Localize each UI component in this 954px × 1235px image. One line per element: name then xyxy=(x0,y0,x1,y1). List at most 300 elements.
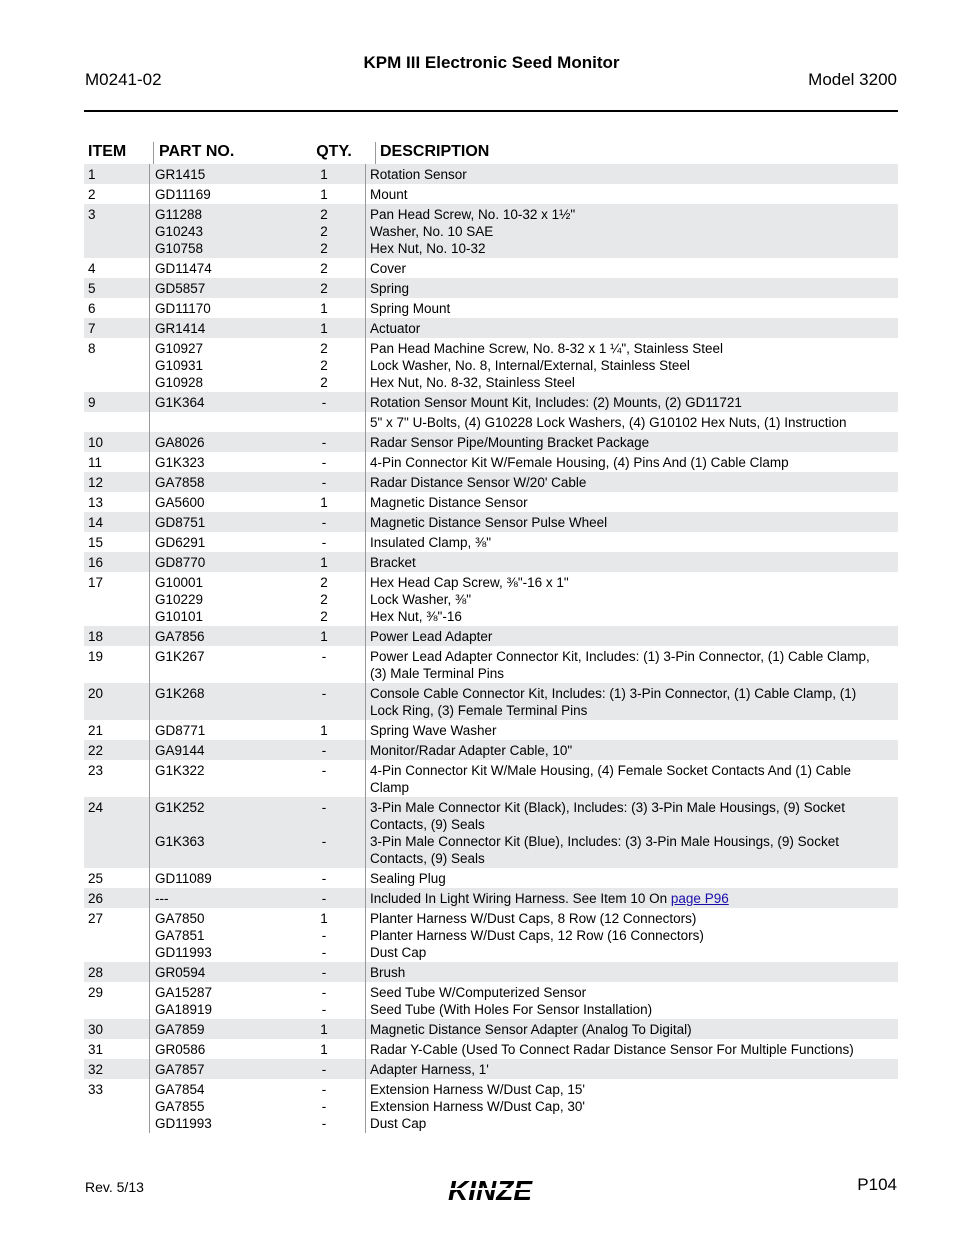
table-row xyxy=(84,982,898,1019)
quantity-cell xyxy=(283,552,365,572)
quantity: - xyxy=(321,834,327,849)
description: Rotation Sensor Mount Kit, Includes: (2) Mounts, (2) GD11721 xyxy=(370,395,742,410)
table-body xyxy=(84,164,898,1133)
description-cell xyxy=(365,626,898,646)
description: Rotation Sensor xyxy=(370,167,467,182)
description: Console Cable Connector Kit, Includes: (1) 3-Pin Connector, (1) Cable Clamp, (1) xyxy=(370,686,857,701)
kinze-logo xyxy=(430,1175,550,1205)
part-number: G10758 xyxy=(155,241,204,256)
table-row xyxy=(84,646,898,683)
part-number-cell xyxy=(149,204,283,258)
table-row xyxy=(84,318,898,338)
part-number-cell xyxy=(149,572,283,626)
column-header-qty: QTY. xyxy=(316,143,352,160)
quantity-cell xyxy=(283,908,365,962)
part-number-cell xyxy=(149,1059,283,1079)
part-number-cell xyxy=(149,432,283,452)
description-cell xyxy=(365,472,898,492)
header-divider xyxy=(84,110,898,112)
quantity: - xyxy=(321,686,327,701)
table-row xyxy=(84,392,898,412)
quantity-cell xyxy=(283,318,365,338)
item-number: 12 xyxy=(88,475,104,490)
description: Extension Harness W/Dust Cap, 15' xyxy=(370,1082,585,1097)
table-row xyxy=(84,760,898,797)
item-number: 13 xyxy=(88,495,104,510)
description: Contacts, (9) Seals xyxy=(370,817,485,832)
description: Mount xyxy=(370,187,408,202)
quantity-cell xyxy=(283,392,365,412)
item-number: 16 xyxy=(88,555,104,570)
quantity: - xyxy=(321,1116,327,1131)
quantity-cell xyxy=(283,164,365,184)
description-cell xyxy=(365,184,898,204)
part-number: GA7850 xyxy=(155,911,205,926)
quantity: 2 xyxy=(320,592,328,607)
item-number: 29 xyxy=(88,985,104,1000)
part-number: GD11993 xyxy=(155,945,212,960)
logo-text: KINZE xyxy=(448,1175,532,1205)
quantity: 2 xyxy=(320,241,328,256)
part-number: G1K267 xyxy=(155,649,205,664)
table-row xyxy=(84,472,898,492)
description: Hex Nut, ⅜"-16 xyxy=(370,609,462,624)
item-number: 11 xyxy=(88,455,103,470)
description-cell xyxy=(365,164,898,184)
description-cell xyxy=(365,888,898,908)
description: Magnetic Distance Sensor Adapter (Analog To Digital) xyxy=(370,1022,692,1037)
document-number: M0241-02 xyxy=(85,70,162,89)
quantity: - xyxy=(321,455,327,470)
part-number: GA9144 xyxy=(155,743,205,758)
part-number: GD8771 xyxy=(155,723,206,738)
quantity: 2 xyxy=(320,375,328,390)
quantity-cell xyxy=(283,646,365,683)
description: 3-Pin Male Connector Kit (Black), Includes: (3) 3-Pin Male Housings, (9) Socket xyxy=(370,800,845,815)
quantity: 1 xyxy=(320,321,328,336)
part-number-cell xyxy=(149,626,283,646)
quantity-cell xyxy=(283,338,365,392)
part-number xyxy=(155,850,283,867)
quantity-cell xyxy=(283,432,365,452)
quantity-cell xyxy=(283,1079,365,1133)
quantity: - xyxy=(321,1002,327,1017)
quantity-cell xyxy=(283,1059,365,1079)
description: Washer, No. 10 SAE xyxy=(370,224,494,239)
part-number: GA8026 xyxy=(155,435,205,450)
quantity-cell xyxy=(283,298,365,318)
part-number: GA18919 xyxy=(155,1002,213,1017)
description-cell xyxy=(365,720,898,740)
description: Extension Harness W/Dust Cap, 30' xyxy=(370,1099,585,1114)
table-row xyxy=(84,452,898,472)
quantity-cell xyxy=(283,982,365,1019)
description-cell xyxy=(365,683,898,720)
quantity: 2 xyxy=(320,341,328,356)
description-cell xyxy=(365,740,898,760)
table-row xyxy=(84,962,898,982)
quantity-cell xyxy=(283,740,365,760)
part-number: GD11169 xyxy=(155,187,211,202)
quantity xyxy=(283,850,365,867)
description-cell xyxy=(365,298,898,318)
part-number: GA7854 xyxy=(155,1082,205,1097)
quantity-cell xyxy=(283,1039,365,1059)
quantity: - xyxy=(321,928,327,943)
item-number: 25 xyxy=(88,871,104,886)
part-number: GR1415 xyxy=(155,167,206,182)
description: Sealing Plug xyxy=(370,871,446,886)
part-number-cell xyxy=(149,258,283,278)
description: (3) Male Terminal Pins xyxy=(370,666,505,681)
description: Lock Washer, No. 8, Internal/External, Stainless Steel xyxy=(370,358,690,373)
part-number: GD8770 xyxy=(155,555,206,570)
description-cell xyxy=(365,646,898,683)
part-number-cell xyxy=(149,412,283,432)
quantity-cell xyxy=(283,760,365,797)
description: Planter Harness W/Dust Caps, 8 Row (12 Connectors) xyxy=(370,911,697,926)
table-row xyxy=(84,572,898,626)
quantity-cell xyxy=(283,888,365,908)
part-number-cell xyxy=(149,683,283,720)
description: Cover xyxy=(370,261,407,276)
table-row xyxy=(84,204,898,258)
description-text: Included In Light Wiring Harness. See Item 10 On xyxy=(370,891,671,906)
description xyxy=(370,890,898,907)
item-number: 15 xyxy=(88,535,104,550)
part-number: GD11170 xyxy=(155,301,211,316)
quantity: - xyxy=(321,891,327,906)
part-number: GR0594 xyxy=(155,965,206,980)
description-cell xyxy=(365,492,898,512)
part-number: G10229 xyxy=(155,592,204,607)
description: Insulated Clamp, ⅜" xyxy=(370,535,492,550)
table-row xyxy=(84,184,898,204)
description: Adapter Harness, 1' xyxy=(370,1062,489,1077)
item-number: 33 xyxy=(88,1082,104,1097)
part-number-cell xyxy=(149,720,283,740)
description: Magnetic Distance Sensor Pulse Wheel xyxy=(370,515,608,530)
part-number: GA7856 xyxy=(155,629,205,644)
part-number-cell xyxy=(149,982,283,1019)
table-row xyxy=(84,1019,898,1039)
description-cell xyxy=(365,982,898,1019)
quantity: - xyxy=(321,800,327,815)
description-cell xyxy=(365,1079,898,1133)
parts-table xyxy=(84,140,898,1133)
quantity: - xyxy=(321,1062,327,1077)
description: Planter Harness W/Dust Caps, 12 Row (16 Connectors) xyxy=(370,928,704,943)
quantity xyxy=(283,816,365,833)
part-number-cell xyxy=(149,888,283,908)
item-number: 30 xyxy=(88,1022,104,1037)
quantity: - xyxy=(321,435,327,450)
table-row xyxy=(84,683,898,720)
quantity-cell xyxy=(283,472,365,492)
description-cell xyxy=(365,962,898,982)
part-number: G10243 xyxy=(155,224,204,239)
description: 3-Pin Male Connector Kit (Blue), Includes: (3) 3-Pin Male Housings, (9) Socket xyxy=(370,834,839,849)
description: Brush xyxy=(370,965,406,980)
quantity-cell xyxy=(283,492,365,512)
quantity-cell xyxy=(283,532,365,552)
quantity-cell xyxy=(283,512,365,532)
description: 4-Pin Connector Kit W/Male Housing, (4) Female Socket Contacts And (1) Cable xyxy=(370,763,851,778)
description: Hex Head Cap Screw, ⅜"-16 x 1" xyxy=(370,575,569,590)
description-cell xyxy=(365,318,898,338)
description-cell xyxy=(365,204,898,258)
part-number-cell xyxy=(149,1019,283,1039)
quantity-cell xyxy=(283,720,365,740)
quantity: 1 xyxy=(320,555,328,570)
item-number: 31 xyxy=(88,1042,104,1057)
quantity-cell xyxy=(283,797,365,868)
item-number: 17 xyxy=(88,575,104,590)
part-number-cell xyxy=(149,797,283,868)
part-number: GA5600 xyxy=(155,495,205,510)
description: Spring xyxy=(370,281,410,296)
part-number-cell xyxy=(149,492,283,512)
table-header xyxy=(84,140,898,164)
description-cell xyxy=(365,338,898,392)
table-row xyxy=(84,512,898,532)
quantity: 1 xyxy=(320,301,328,316)
quantity: - xyxy=(321,515,327,530)
part-number-cell xyxy=(149,532,283,552)
description: Hex Nut, No. 10-32 xyxy=(370,241,486,256)
description: Actuator xyxy=(370,321,421,336)
description-cell xyxy=(365,258,898,278)
item-number: 18 xyxy=(88,629,104,644)
part-number-cell xyxy=(149,868,283,888)
part-number-cell xyxy=(149,278,283,298)
part-number-cell xyxy=(149,760,283,797)
table-row xyxy=(84,720,898,740)
description: Power Lead Adapter xyxy=(370,629,493,644)
part-number: GD11089 xyxy=(155,871,212,886)
quantity: - xyxy=(321,649,327,664)
table-row xyxy=(84,908,898,962)
table-row xyxy=(84,868,898,888)
item-number: 5 xyxy=(88,281,96,296)
part-number-cell xyxy=(149,1079,283,1133)
part-number: GR0586 xyxy=(155,1042,206,1057)
quantity xyxy=(283,414,365,431)
quantity: 1 xyxy=(320,1022,328,1037)
quantity-cell xyxy=(283,204,365,258)
description-cell xyxy=(365,278,898,298)
description: Pan Head Screw, No. 10-32 x 1½" xyxy=(370,207,576,222)
item-number: 7 xyxy=(88,321,96,336)
item-number: 19 xyxy=(88,649,104,664)
description: Spring Wave Washer xyxy=(370,723,497,738)
item-number: 32 xyxy=(88,1062,104,1077)
part-number: G1K363 xyxy=(155,834,205,849)
page-number: P104 xyxy=(857,1175,897,1194)
table-row xyxy=(84,412,898,432)
description: Radar Y-Cable (Used To Connect Radar Distance Sensor For Multiple Functions) xyxy=(370,1042,854,1057)
revision-label: Rev. 5/13 xyxy=(85,1179,144,1195)
quantity: 1 xyxy=(320,911,328,926)
table-row xyxy=(84,278,898,298)
description-cell xyxy=(365,1019,898,1039)
quantity: 1 xyxy=(320,187,328,202)
item-number: 21 xyxy=(88,723,104,738)
quantity-cell xyxy=(283,683,365,720)
model-label: Model 3200 xyxy=(808,70,897,89)
part-number: G1K322 xyxy=(155,763,205,778)
quantity: - xyxy=(321,871,327,886)
quantity-cell xyxy=(283,278,365,298)
description: Radar Sensor Pipe/Mounting Bracket Package xyxy=(370,435,650,450)
description: Clamp xyxy=(370,780,410,795)
table-row xyxy=(84,258,898,278)
part-number: GD11993 xyxy=(155,1116,212,1131)
part-number: GA7851 xyxy=(155,928,205,943)
quantity: - xyxy=(321,1099,327,1114)
quantity: 1 xyxy=(320,1042,328,1057)
quantity: - xyxy=(321,945,327,960)
description-cell xyxy=(365,1039,898,1059)
description-cell xyxy=(365,908,898,962)
quantity: - xyxy=(321,965,327,980)
item-number: 20 xyxy=(88,686,104,701)
quantity: - xyxy=(321,395,327,410)
description: Seed Tube W/Computerized Sensor xyxy=(370,985,587,1000)
item-number: 2 xyxy=(88,187,96,202)
description-cell xyxy=(365,572,898,626)
item-number: 1 xyxy=(88,167,96,182)
description: Pan Head Machine Screw, No. 8-32 x 1 ¼", Stainless Steel xyxy=(370,341,723,356)
quantity-cell xyxy=(283,626,365,646)
description: Dust Cap xyxy=(370,945,427,960)
table-row xyxy=(84,164,898,184)
part-number: G10927 xyxy=(155,341,204,356)
description: Power Lead Adapter Connector Kit, Includes: (1) 3-Pin Connector, (1) Cable Clamp, xyxy=(370,649,870,664)
description: Radar Distance Sensor W/20' Cable xyxy=(370,475,587,490)
part-number-cell xyxy=(149,452,283,472)
part-number: --- xyxy=(155,891,169,906)
description: Lock Ring, (3) Female Terminal Pins xyxy=(370,703,588,718)
quantity: 2 xyxy=(320,261,328,276)
quantity: 1 xyxy=(320,723,328,738)
part-number: GA7858 xyxy=(155,475,205,490)
description-cell xyxy=(365,552,898,572)
quantity-cell xyxy=(283,184,365,204)
description: Lock Washer, ⅜" xyxy=(370,592,472,607)
part-number-cell xyxy=(149,472,283,492)
table-row xyxy=(84,532,898,552)
table-row xyxy=(84,492,898,512)
quantity: - xyxy=(321,985,327,1000)
quantity: 2 xyxy=(320,358,328,373)
item-number xyxy=(84,412,149,432)
quantity-cell xyxy=(283,258,365,278)
column-header-part-no: PART NO. xyxy=(153,142,293,164)
part-number: GR1414 xyxy=(155,321,206,336)
description: Bracket xyxy=(370,555,416,570)
part-number-cell xyxy=(149,338,283,392)
description-cell xyxy=(365,868,898,888)
description-cell xyxy=(365,797,898,868)
part-number: GA7857 xyxy=(155,1062,205,1077)
part-number-cell xyxy=(149,740,283,760)
description-cell xyxy=(365,760,898,797)
table-row xyxy=(84,740,898,760)
description: Contacts, (9) Seals xyxy=(370,851,485,866)
description: 5" x 7" U-Bolts, (4) G10228 Lock Washers, (4) G10102 Hex Nuts, (1) Instruction xyxy=(370,415,847,430)
description: Spring Mount xyxy=(370,301,451,316)
part-number-cell xyxy=(149,646,283,683)
part-number-cell xyxy=(149,184,283,204)
quantity-cell xyxy=(283,452,365,472)
part-number: GA7859 xyxy=(155,1022,205,1037)
item-number: 9 xyxy=(88,395,96,410)
part-number xyxy=(155,414,283,431)
table-row xyxy=(84,552,898,572)
description-cell xyxy=(365,412,898,432)
description-cell xyxy=(365,452,898,472)
quantity: - xyxy=(321,763,327,778)
quantity: 2 xyxy=(320,609,328,624)
quantity-cell xyxy=(283,412,365,432)
part-number: G10101 xyxy=(155,609,204,624)
part-number: GD11474 xyxy=(155,261,212,276)
part-number: G1K252 xyxy=(155,800,205,815)
description-cell xyxy=(365,532,898,552)
column-header-description: DESCRIPTION xyxy=(375,142,898,164)
quantity: 1 xyxy=(320,495,328,510)
column-header-item: ITEM xyxy=(88,143,127,160)
part-number: G10928 xyxy=(155,375,204,390)
part-number-cell xyxy=(149,552,283,572)
part-number: G1K268 xyxy=(155,686,205,701)
item-number: 10 xyxy=(88,435,104,450)
item-number: 28 xyxy=(88,965,104,980)
part-number: G1K364 xyxy=(155,395,205,410)
part-number: GD6291 xyxy=(155,535,206,550)
part-number: G1K323 xyxy=(155,455,205,470)
part-number-cell xyxy=(149,392,283,412)
description: Dust Cap xyxy=(370,1116,427,1131)
part-number: GA7855 xyxy=(155,1099,205,1114)
part-number-cell xyxy=(149,298,283,318)
quantity: - xyxy=(321,535,327,550)
quantity-cell xyxy=(283,868,365,888)
part-number-cell xyxy=(149,512,283,532)
page-link[interactable]: page P96 xyxy=(670,891,729,906)
part-number xyxy=(155,816,283,833)
quantity: - xyxy=(321,743,327,758)
part-number-cell xyxy=(149,908,283,962)
item-number: 4 xyxy=(88,261,96,276)
quantity: 1 xyxy=(320,167,328,182)
item-number: 14 xyxy=(88,515,104,530)
item-number: 27 xyxy=(88,911,104,926)
part-number-cell xyxy=(149,1039,283,1059)
table-row xyxy=(84,626,898,646)
description: 4-Pin Connector Kit W/Female Housing, (4) Pins And (1) Cable Clamp xyxy=(370,455,789,470)
description: Magnetic Distance Sensor xyxy=(370,495,528,510)
description-cell xyxy=(365,1059,898,1079)
table-row xyxy=(84,338,898,392)
description-cell xyxy=(365,392,898,412)
document-title: KPM III Electronic Seed Monitor xyxy=(363,53,620,72)
part-number: GA15287 xyxy=(155,985,213,1000)
quantity: - xyxy=(321,475,327,490)
part-number-cell xyxy=(149,318,283,338)
description-cell xyxy=(365,432,898,452)
